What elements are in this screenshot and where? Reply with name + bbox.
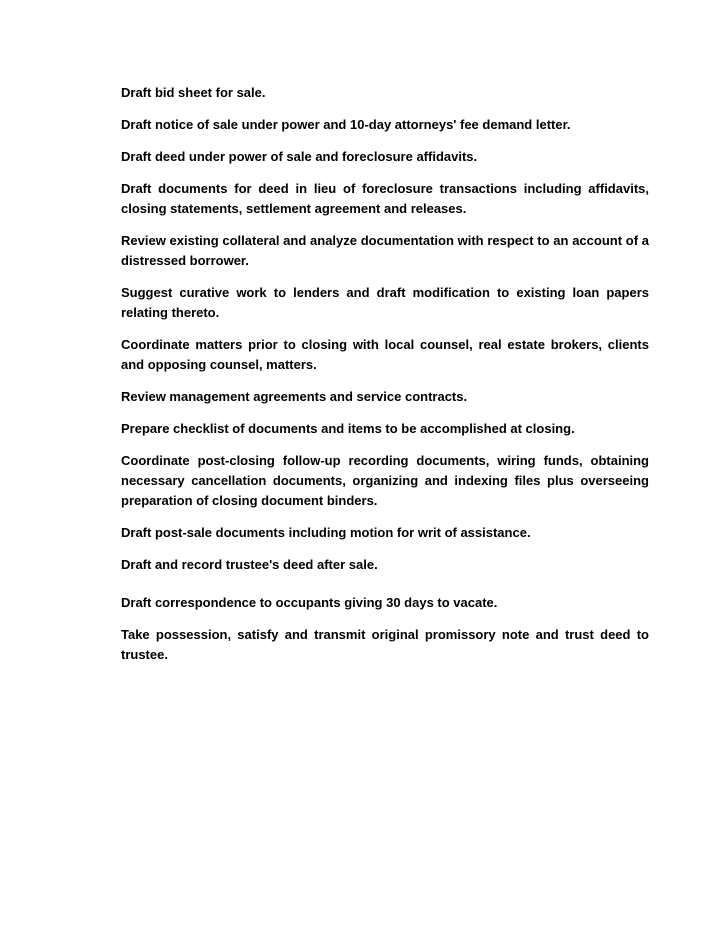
task-paragraph-4: Draft documents for deed in lieu of foreclosure transactions including affidavits, closing statements, settlement agreement and releases. <box>121 181 649 216</box>
task-paragraph-1: Draft bid sheet for sale. <box>121 85 266 100</box>
document-body <box>121 83 649 677</box>
task-paragraph-11: Draft post-sale documents including motion for writ of assistance. <box>121 525 531 540</box>
task-paragraph-7: Coordinate matters prior to closing with local counsel, real estate brokers, clients and opposing counsel, matters. <box>121 337 649 372</box>
task-paragraph-14: Take possession, satisfy and transmit original promissory note and trust deed to trustee. <box>121 627 649 662</box>
task-paragraph-8: Review management agreements and service contracts. <box>121 389 468 404</box>
task-paragraph-2: Draft notice of sale under power and 10-day attorneys' fee demand letter. <box>121 117 571 132</box>
task-paragraph-10: Coordinate post-closing follow-up recording documents, wiring funds, obtaining necessary cancellation documents, organizing and indexing files plus overseeing preparation of closing document binders. <box>121 453 649 508</box>
task-paragraph-13: Draft correspondence to occupants giving 30 days to vacate. <box>121 595 498 610</box>
task-paragraph-9: Prepare checklist of documents and items to be accomplished at closing. <box>121 421 575 436</box>
task-paragraph-3: Draft deed under power of sale and foreclosure affidavits. <box>121 149 478 164</box>
task-paragraph-6: Suggest curative work to lenders and draft modification to existing loan papers relating thereto. <box>121 285 649 320</box>
task-paragraph-12: Draft and record trustee's deed after sale. <box>121 557 378 572</box>
task-paragraph-5: Review existing collateral and analyze documentation with respect to an account of a distressed borrower. <box>121 233 649 268</box>
